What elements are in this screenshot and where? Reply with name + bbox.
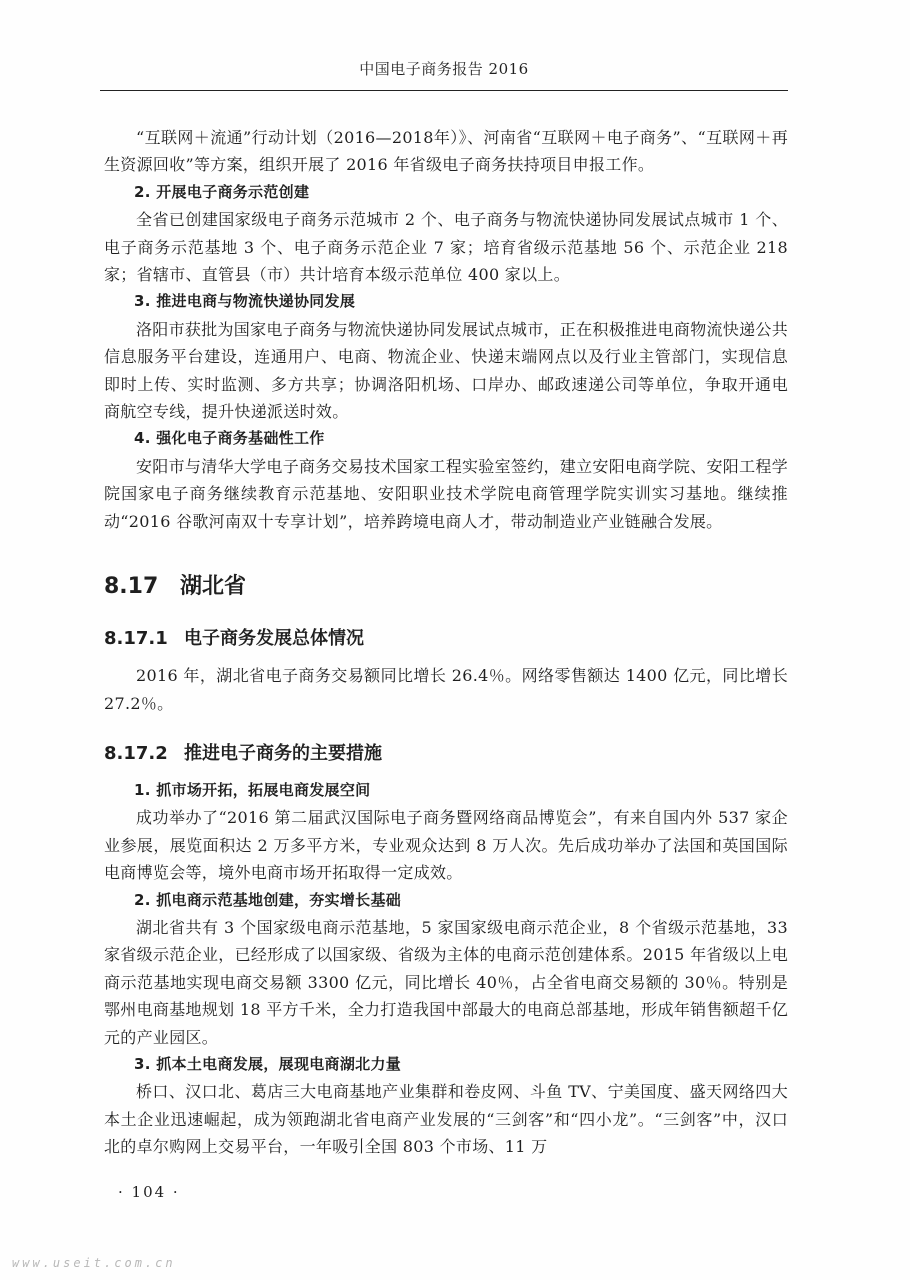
subheading: 3. 推进电商与物流快递协同发展: [134, 292, 356, 311]
paragraph: 安阳市与清华大学电子商务交易技术国家工程实验室签约，建立安阳电商学院、安阳工程学院国家电子商务继续教育示范基地、安阳职业技术学院电商管理学院实训实习基地。继续推动“2016 谷歌河南双十专享计划”，培养跨境电商人才，带动制造业产业链融合发展。: [104, 456, 789, 531]
watermark: www.useit.com.cn: [12, 1256, 176, 1270]
page-number: · 104 ·: [118, 1183, 180, 1201]
running-header: 中国电子商务报告 2016: [359, 60, 529, 78]
section-title: 湖北省: [180, 574, 247, 600]
subsection-number: 8.17.2: [104, 742, 168, 764]
subheading: 4. 强化电子商务基础性工作: [134, 429, 325, 448]
subsection-number: 8.17.1: [104, 628, 168, 650]
paragraph: 成功举办了“2016 第二届武汉国际电子商务暨网络商品博览会”，有来自国内外 537 家企业参展，展览面积达 2 万多平方米，专业观众达到 8 万人次。先后成功举办了法国和英国国际电商博览会等，境外电商市场开拓取得一定成效。: [104, 808, 788, 883]
section-heading: [104, 569, 788, 600]
paragraph: 湖北省共有 3 个国家级电商示范基地，5 家国家级电商示范企业，8 个省级示范基地，33 家省级示范企业，已经形成了以国家级、省级为主体的电商示范创建体系。2015 年省级以上电商示范基地实现电商交易额 3300 亿元，同比增长 40％，占全省电商交易额的 30％。特别是鄂州电商基地规划 18 平方千米，全力打造我国中部最大的电商总部基地，形成年销售额超千亿元的产业园区。: [104, 917, 788, 1047]
subheading: 1. 抓市场开拓，拓展电商发展空间: [134, 780, 371, 799]
paragraph: 桥口、汉口北、葛店三大电商基地产业集群和卷皮网、斗鱼 TV、宁美国度、盛天网络四大本土企业迅速崛起，成为领跑湖北省电商产业发展的“三剑客”和“四小龙”。“三剑客”中，汉口北的卓尔购网上交易平台，一年吸引全国 803 个市场、11 万: [104, 1082, 788, 1157]
paragraph: 全省已创建国家级电子商务示范城市 2 个、电子商务与物流快递协同发展试点城市 1 个、电子商务示范基地 3 个、电子商务示范企业 7 家；培育省级示范基地 56 个、示范企业 218 家；省辖市、直管县（市）共计培育本级示范单位 400 家以上。: [104, 210, 788, 285]
subsection-title: 电子商务发展总体情况: [184, 628, 364, 650]
header-rule: [100, 90, 788, 91]
subsection-title: 推进电子商务的主要措施: [184, 742, 382, 764]
paragraph: 2016 年，湖北省电子商务交易额同比增长 26.4％。网络零售额达 1400 亿元，同比增长 27.2％。: [104, 666, 788, 713]
subheading: 3. 抓本土电商发展，展现电商湖北力量: [134, 1054, 402, 1073]
section-number: 8.17: [104, 574, 159, 600]
paragraph: 洛阳市获批为国家电子商务与物流快递协同发展试点城市，正在积极推进电商物流快递公共信息服务平台建设，连通用户、电商、物流企业、快递末端网点以及行业主管部门，实现信息即时上传、实时监测、多方共享；协调洛阳机场、口岸办、邮政速递公司等单位，争取开通电商航空专线，提升快递派送时效。: [104, 319, 789, 422]
page-body: [104, 124, 788, 1161]
subheading: 2. 开展电子商务示范创建: [134, 182, 310, 201]
paragraph: “互联网＋流通”行动计划（2016—2018年）》、河南省“互联网＋电子商务”、“互联网＋再生资源回收”等方案，组织开展了 2016 年省级电子商务扶持项目申报工作。: [104, 128, 788, 175]
subheading: 2. 抓电商示范基地创建，夯实增长基础: [134, 890, 402, 909]
subsection-heading: [104, 624, 788, 650]
subsection-heading: [104, 739, 788, 765]
